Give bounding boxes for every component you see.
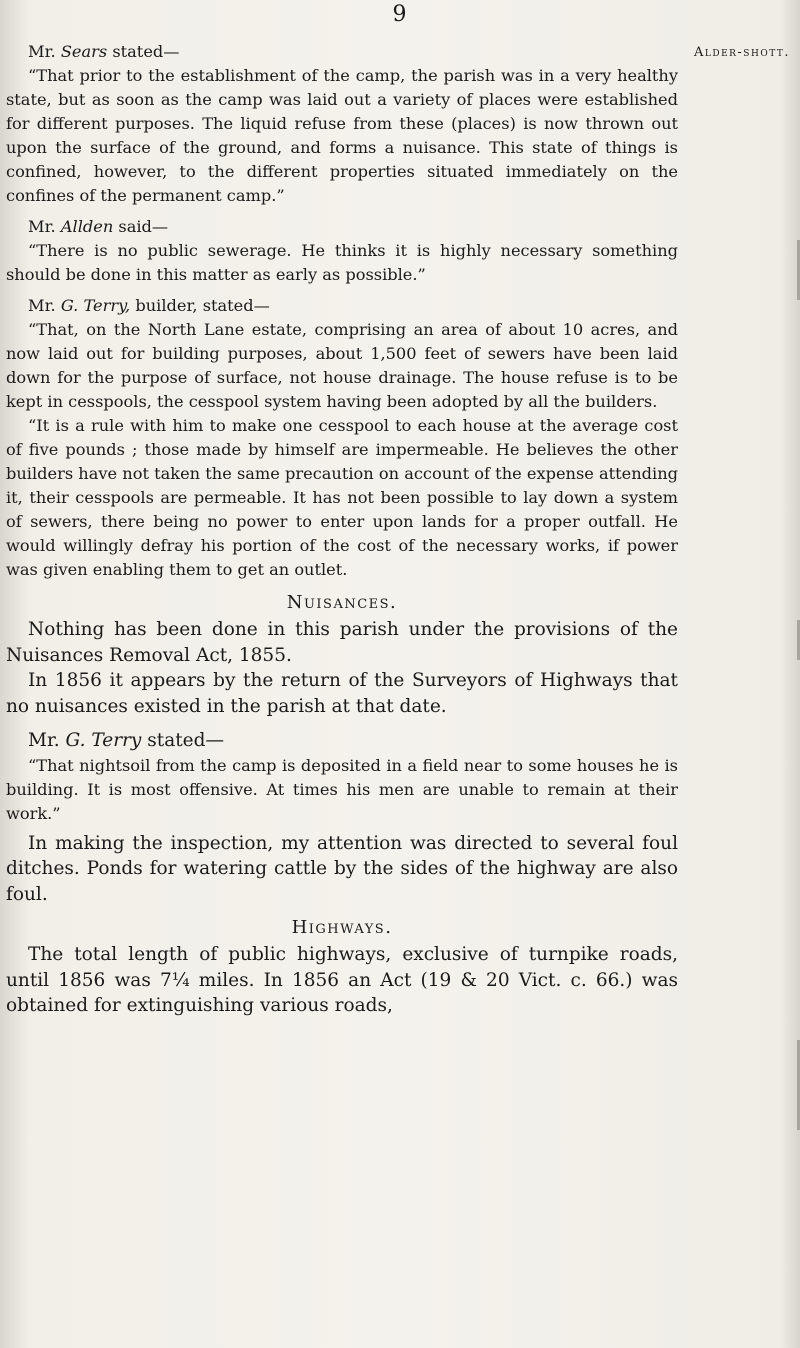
margin-note: Alder-shott. bbox=[693, 45, 791, 60]
paragraph: “That nightsoil from the camp is deposited in a field near to some houses he is building. It is most offensive. At times his men are unable to remain at their work.” bbox=[6, 755, 678, 823]
page-number: 9 bbox=[392, 2, 408, 27]
speaker-prefix: Mr. bbox=[28, 217, 61, 236]
speaker-prefix: Mr. bbox=[28, 296, 61, 315]
speaker-name: G. Terry, bbox=[60, 296, 131, 315]
speaker-verb: builder, stated— bbox=[130, 296, 270, 315]
speaker-verb: said— bbox=[113, 217, 169, 236]
speaker-name: Sears bbox=[60, 42, 108, 61]
paragraph: In 1856 it appears by the return of the Surveyors of Highways that no nuisances existed in the parish at that date. bbox=[6, 670, 678, 717]
paragraph: “There is no public sewerage. He thinks it is highly necessary something should be done in this matter as early as possible.” bbox=[6, 241, 678, 284]
paragraph: In making the inspection, my attention was directed to several foul ditches. Ponds for watering cattle by the sides of the highway are also foul. bbox=[6, 832, 678, 905]
speaker-prefix: Mr. bbox=[28, 730, 66, 751]
speaker-name: Allden bbox=[60, 217, 114, 236]
section-heading-nuisances: Nuisances. bbox=[286, 592, 398, 613]
paragraph: “It is a rule with him to make one cesspool to each house at the average cost of five pounds ; those made by himself are impermeable. He believes the other builders have not taken the same precaution on account of the expense attending it, their cesspools are permeable. It has not been possible to lay down a system of sewers, there being no power to enter upon lands for a proper outfall. He would willingly defray his portion of the cost of the necessary works, if power was given enabling them to get an outlet. bbox=[6, 416, 678, 579]
speaker-prefix: Mr. bbox=[28, 42, 61, 61]
body-text bbox=[6, 40, 678, 1019]
speaker-line bbox=[6, 215, 678, 239]
speaker-verb: stated— bbox=[107, 42, 180, 61]
paragraph: Nothing has been done in this parish under the provisions of the Nuisances Removal Act, 1855. bbox=[6, 619, 678, 666]
section-heading-highways: Highways. bbox=[291, 917, 393, 938]
speaker-line bbox=[6, 294, 678, 318]
paragraph: “That, on the North Lane estate, comprising an area of about 10 acres, and now laid out for building purposes, about 1,500 feet of sewers have been laid down for the purpose of surface, not house drainage. The house refuse is to be kept in cesspools, the cesspool system having been adopted by all the builders. bbox=[6, 320, 678, 411]
speaker-name: G. Terry bbox=[65, 730, 142, 751]
speaker-line bbox=[6, 728, 678, 754]
paragraph: The total length of public highways, exclusive of turnpike roads, until 1856 was 7¼ miles. In 1856 an Act (19 & 20 Vict. c. 66.) was obtained for extinguishing various roads, bbox=[6, 944, 678, 1016]
speaker-verb: stated— bbox=[141, 730, 224, 751]
speaker-line bbox=[6, 40, 678, 64]
paragraph: “That prior to the establishment of the camp, the parish was in a very healthy state, but as soon as the camp was laid out a variety of places were established for different purposes. The liquid refuse from these (places) is now thrown out upon the surface of the ground, and forms a nuisance. This state of things is confined, however, to the different properties situated immediately on the confines of the permanent camp.” bbox=[6, 66, 678, 205]
